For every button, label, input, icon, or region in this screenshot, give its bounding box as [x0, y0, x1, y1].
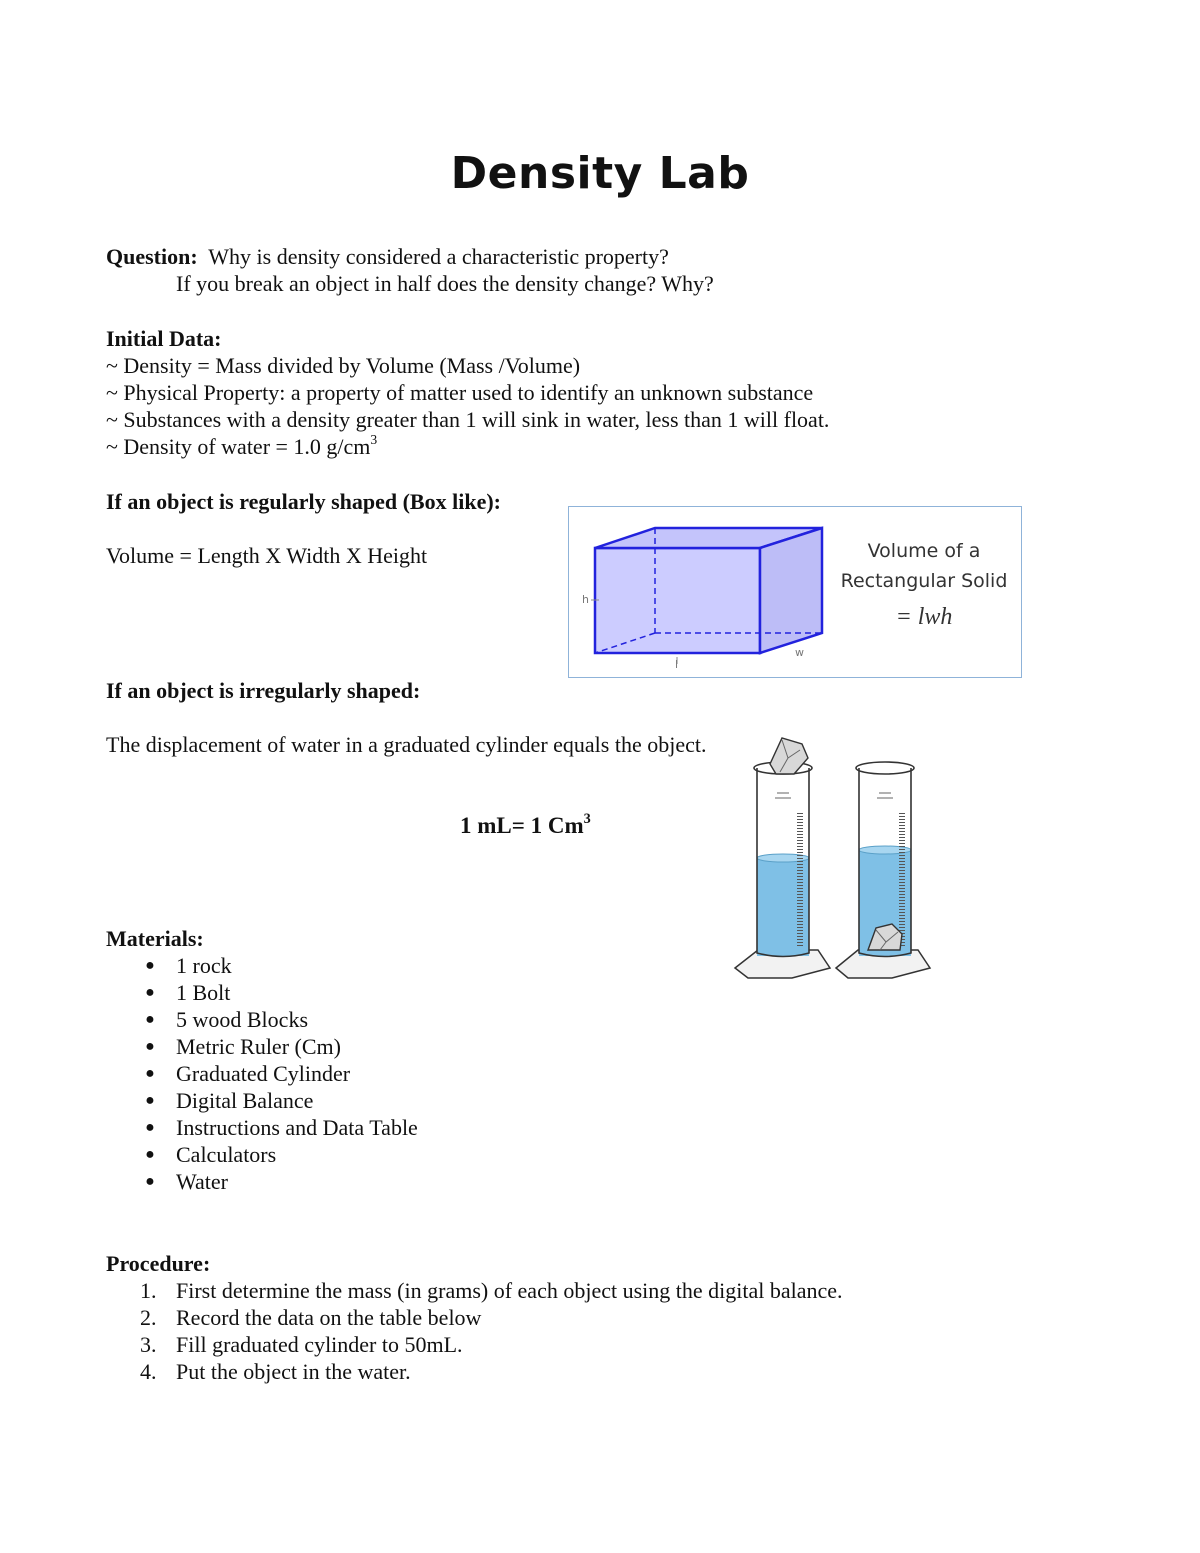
initial-data-item-3: ~ Substances with a density greater than 1 will sink in water, less than 1 will float.	[106, 407, 830, 432]
bullet-icon: ●	[145, 1065, 155, 1082]
bullet-icon: ●	[145, 1011, 155, 1028]
question-text-2: If you break an object in half does the density change? Why?	[176, 271, 714, 296]
unit-equivalence-text: 1 mL= 1 Cm	[460, 813, 584, 838]
cylinder-after-icon	[836, 762, 930, 978]
list-item: ● Water	[140, 1168, 418, 1195]
initial-data-heading: Initial Data:	[106, 326, 222, 351]
bullet-icon: ●	[145, 1173, 155, 1190]
rectangular-prism-diagram	[570, 508, 840, 674]
width-label: w	[795, 646, 804, 659]
volume-label-line-2: Rectangular Solid	[840, 570, 1008, 592]
length-label: l	[675, 658, 679, 671]
unit-equivalence-exponent: 3	[583, 810, 591, 827]
step-number: 3.	[140, 1332, 157, 1357]
water-density-exponent: 3	[370, 432, 378, 448]
list-item: 3. Fill graduated cylinder to 50mL.	[140, 1332, 463, 1357]
step-number: 4.	[140, 1359, 157, 1384]
procedure-list	[140, 1277, 843, 1385]
bullet-icon: ●	[145, 1038, 155, 1055]
displacement-text: The displacement of water in a graduated cylinder equals the object.	[106, 732, 707, 757]
list-item: 2. Record the data on the table below	[140, 1305, 482, 1330]
question-label: Question:	[106, 244, 198, 269]
regular-volume-formula: Volume = Length X Width X Height	[106, 543, 428, 568]
list-item: ● 1 Bolt	[140, 979, 418, 1006]
bullet-icon: ●	[145, 1119, 155, 1136]
procedure-heading: Procedure:	[106, 1251, 211, 1276]
bullet-icon: ●	[145, 1146, 155, 1163]
list-item: 4. Put the object in the water.	[140, 1359, 411, 1384]
materials-list	[140, 952, 418, 1195]
materials-heading: Materials:	[106, 926, 204, 951]
initial-data-item-1: ~ Density = Mass divided by Volume (Mass /Volume)	[106, 353, 581, 378]
list-item: ● Instructions and Data Table	[140, 1114, 418, 1141]
step-number: 2.	[140, 1305, 157, 1330]
list-item: ● Metric Ruler (Cm)	[140, 1033, 418, 1060]
page-title: Density Lab	[450, 148, 750, 199]
unit-equivalence	[460, 810, 591, 839]
irregular-shape-heading: If an object is irregularly shaped:	[106, 678, 421, 703]
question-text-1: Why is density considered a characteristic property?	[208, 244, 669, 269]
volume-equation: = lwh	[895, 604, 953, 630]
list-item: ● Graduated Cylinder	[140, 1060, 418, 1087]
list-item: ● 5 wood Blocks	[140, 1006, 418, 1033]
bullet-icon: ●	[145, 957, 155, 974]
volume-label	[838, 536, 1010, 596]
list-item: ● Calculators	[140, 1141, 418, 1168]
bullet-icon: ●	[145, 984, 155, 1001]
graduated-cylinders-illustration	[730, 728, 940, 986]
regular-shape-heading: If an object is regularly shaped (Box like):	[106, 489, 501, 514]
prism-right-face	[760, 528, 822, 653]
volume-label-line-1: Volume of a	[867, 540, 981, 562]
question-line-1	[106, 243, 669, 270]
cylinder-before-icon	[735, 738, 830, 978]
initial-data-item-2: ~ Physical Property: a property of matter used to identify an unknown substance	[106, 380, 814, 405]
height-label: h	[582, 593, 589, 606]
list-item: ● Digital Balance	[140, 1087, 418, 1114]
list-item: ● 1 rock	[140, 952, 418, 979]
list-item: 1. First determine the mass (in grams) of each object using the digital balance.	[140, 1278, 843, 1303]
initial-data-item-4	[106, 433, 377, 460]
prism-front-face	[595, 548, 760, 653]
bullet-icon: ●	[145, 1092, 155, 1109]
water-density-text: ~ Density of water = 1.0 g/cm	[106, 434, 371, 459]
step-number: 1.	[140, 1278, 157, 1303]
